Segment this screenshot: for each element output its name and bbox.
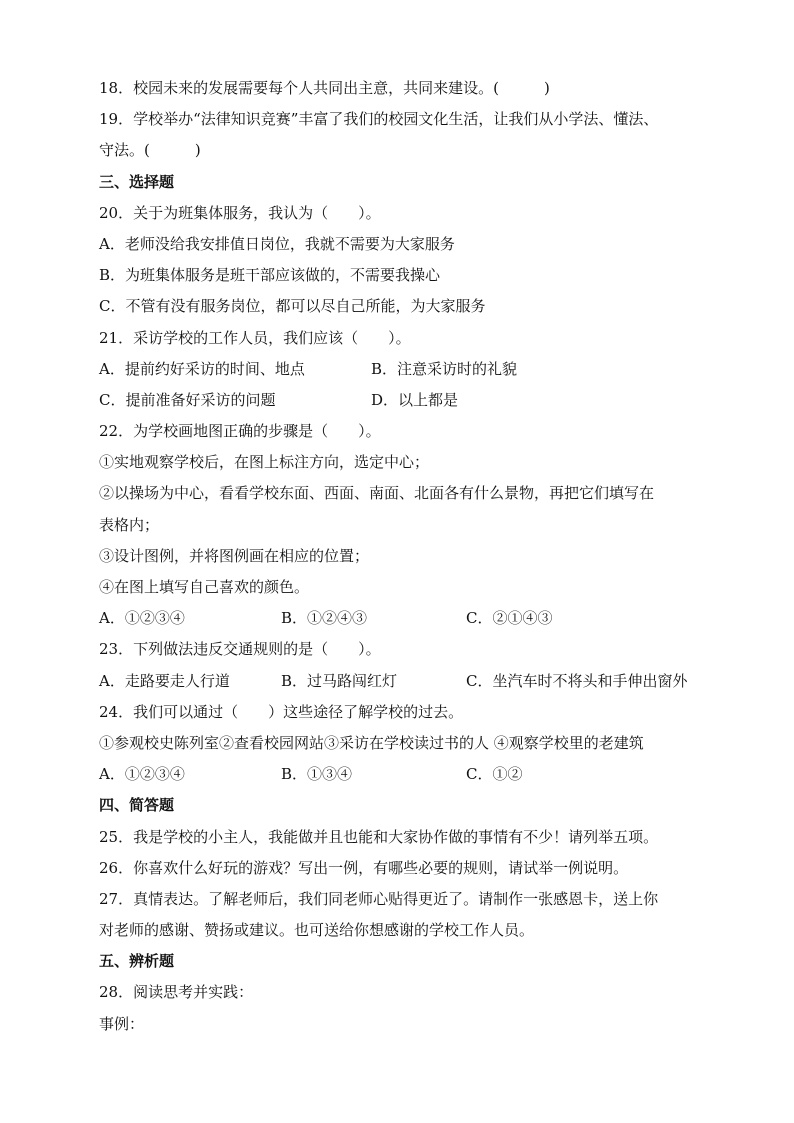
question-22-step-1: ①实地观察学校后，在图上标注方向，选定中心；	[99, 453, 430, 472]
question-23-options	[99, 666, 719, 697]
question-21-option-b: B．注意采访时的礼貌	[371, 359, 518, 378]
question-20-option-a: A．老师没给我安排值日岗位，我就不需要为大家服务	[99, 234, 455, 253]
question-20: 20．关于为班集体服务，我认为（ ）。	[99, 203, 381, 222]
question-19-line-1: 19．学校举办“法律知识竞赛”丰富了我们的校园文化生活，让我们从小学法、懂法、	[99, 110, 659, 129]
question-19-line-2: 守法。( )	[99, 141, 201, 160]
question-22-step-4: ④在图上填写自己喜欢的颜色。	[99, 578, 310, 596]
question-22-step-2-line-1: ②以操场为中心，看看学校东面、西面、南面、北面各有什么景物，再把它们填写在	[99, 484, 655, 503]
question-22-option-b: B．①②④③	[281, 609, 368, 628]
question-21-option-c: C．提前准备好采访的问题	[99, 390, 276, 409]
question-25: 25．我是学校的小主人，我能做并且也能和大家协作做的事情有不少！请列举五项。	[99, 827, 659, 846]
question-24-option-c: C．①②	[466, 765, 523, 784]
question-20-option-c: C．不管有没有服务岗位，都可以尽自己所能，为大家服务	[99, 297, 486, 316]
question-22-options	[99, 603, 719, 634]
question-22: 22．为学校画地图正确的步骤是（ ）。	[99, 422, 381, 441]
question-21-option-a: A．提前约好采访的时间、地点	[99, 359, 305, 378]
question-27-line-2: 对老师的感谢、赞扬或建议。也可送给你想感谢的学校工作人员。	[99, 921, 535, 940]
question-27-line-1: 27．真情表达。了解老师后，我们同老师心贴得更近了。请制作一张感恩卡，送上你	[99, 889, 659, 908]
question-list	[99, 73, 719, 1040]
question-21-options-row-1	[99, 354, 719, 385]
section-heading-analysis: 五、辨析题	[99, 952, 175, 971]
question-21-option-d: D．以上都是	[371, 390, 459, 409]
question-23-option-b: B．过马路闯红灯	[281, 671, 398, 690]
question-23: 23．下列做法违反交通规则的是（ ）。	[99, 640, 381, 659]
section-heading-multiple-choice: 三、选择题	[99, 172, 175, 191]
section-heading-short-answer: 四、简答题	[99, 796, 175, 815]
question-21-options-row-2	[99, 385, 719, 416]
question-23-option-a: A．走路要走人行道	[99, 671, 230, 690]
question-22-option-c: C．②①④③	[466, 609, 553, 628]
question-21: 21．采访学校的工作人员，我们应该（ ）。	[99, 328, 411, 347]
question-24-option-a: A．①②③④	[99, 765, 185, 784]
question-24-options	[99, 759, 719, 790]
question-24-items: ①参观校史陈列室②查看校园网站③采访在学校读过书的人 ④观察学校里的老建筑	[99, 733, 644, 752]
question-24: 24．我们可以通过（ ）这些途径了解学校的过去。	[99, 702, 464, 721]
question-22-option-a: A．①②③④	[99, 609, 185, 628]
question-28: 28．阅读思考并实践：	[99, 983, 254, 1002]
question-20-option-b: B．为班集体服务是班干部应该做的，不需要我操心	[99, 266, 441, 285]
question-23-option-c: C．坐汽车时不将头和手伸出窗外	[466, 671, 688, 690]
example-label: 事例：	[99, 1014, 145, 1033]
question-26: 26．你喜欢什么好玩的游戏？写出一例，有哪些必要的规则，请试举一例说明。	[99, 858, 629, 877]
question-18: 18．校园未来的发展需要每个人共同出主意，共同来建设。( )	[99, 79, 550, 97]
question-22-step-2-line-2: 表格内；	[99, 515, 160, 534]
question-22-step-3: ③设计图例，并将图例画在相应的位置；	[99, 546, 370, 565]
question-24-option-b: B．①③④	[281, 765, 353, 784]
